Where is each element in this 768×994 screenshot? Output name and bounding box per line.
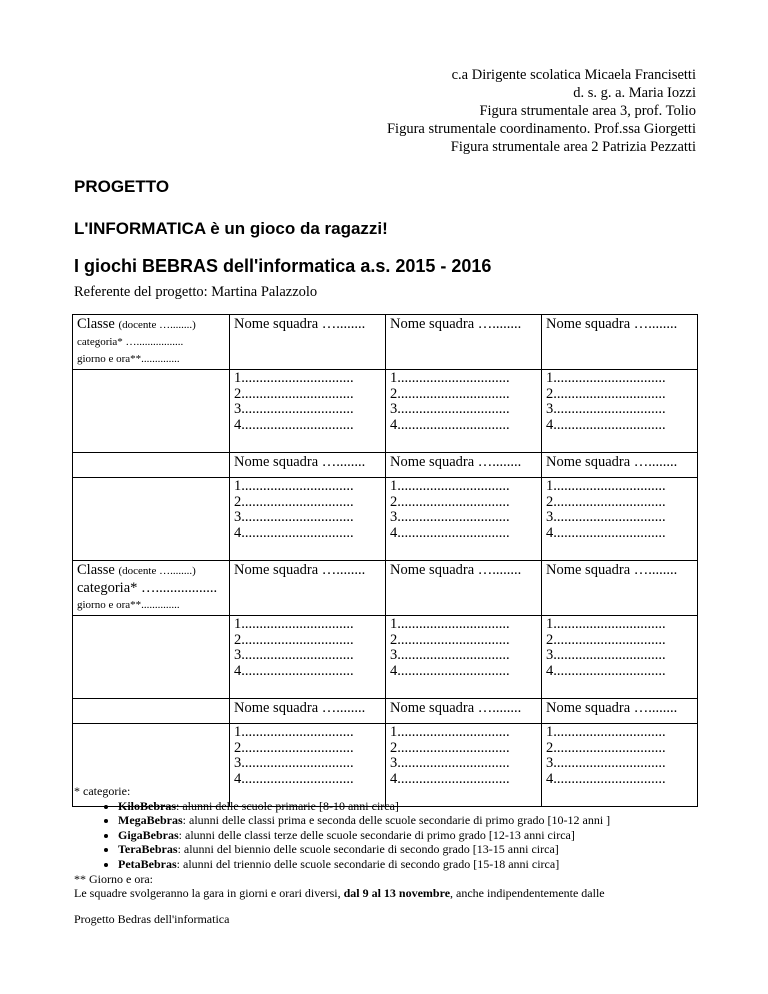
team-name-cell: Nome squadra …........ [230, 315, 386, 370]
team-name-row [73, 561, 698, 616]
list-item: • TeraBebras: alunni del biennio delle scuole secondarie di secondo grado [13-15 anni circa] [118, 842, 714, 857]
project-referent: Referente del progetto: Martina Palazzolo [74, 284, 318, 300]
address-line: d. s. g. a. Maria Iozzi [573, 85, 696, 101]
heading-subtitle: I giochi BEBRAS dell'informatica a.s. 2015 - 2016 [74, 256, 492, 276]
list-item: • PetaBebras: alunni del triennio delle scuole secondarie di secondo grado [15-18 anni circa] [118, 857, 714, 872]
docente-label: (docente …........) [118, 319, 196, 331]
address-line: Figura strumentale area 3, prof. Tolio [479, 103, 696, 119]
members-cell: 1............................... 2............................... 3............................... 4............................... [230, 616, 386, 699]
list-item: • KiloBebras: alunni delle scuole primarie [8-10 anni circa] [118, 799, 714, 814]
members-row [73, 616, 698, 699]
team-name-cell: Nome squadra …........ [542, 315, 698, 370]
team-name-cell: Nome squadra …........ [386, 699, 542, 724]
members-row [73, 478, 698, 561]
address-line: Figura strumentale coordinamento. Prof.ssa Giorgetti [386, 121, 696, 137]
heading-title: L'INFORMATICA è un gioco da ragazzi! [74, 219, 388, 238]
members-row [73, 370, 698, 453]
categoria-label: categoria* …................. [77, 580, 218, 596]
members-cell: 1............................... 2............................... 3............................... 4............................... [230, 478, 386, 561]
team-name-row [73, 315, 698, 370]
class-label: Classe [77, 316, 115, 332]
members-cell: 1............................... 2............................... 3............................... 4............................... [542, 478, 698, 561]
notes-section [74, 784, 714, 901]
team-name-cell: Nome squadra …........ [542, 561, 698, 616]
address-line: c.a Dirigente scolatica Micaela Francisetti [451, 67, 696, 83]
giorno-text: Le squadre svolgeranno la gara in giorni e orari diversi, dal 9 al 13 novembre, anche indipendentemente dalle [74, 886, 605, 901]
giorno-label: giorno e ora**.............. [77, 599, 180, 611]
members-cell: 1............................... 2............................... 3............................... 4............................... [386, 616, 542, 699]
team-name-row [73, 699, 698, 724]
empty-cell [73, 370, 230, 453]
members-cell: 1............................... 2............................... 3............................... 4............................... [386, 724, 542, 807]
class-label: Classe [77, 562, 115, 578]
class-info-cell [73, 315, 230, 370]
members-cell: 1............................... 2............................... 3............................... 4............................... [230, 724, 386, 807]
team-name-row [73, 453, 698, 478]
team-name-cell: Nome squadra …........ [542, 453, 698, 478]
empty-cell [73, 616, 230, 699]
address-line: Figura strumentale area 2 Patrizia Pezzatti [450, 139, 696, 155]
team-name-cell: Nome squadra …........ [542, 699, 698, 724]
giorno-title: ** Giorno e ora: [74, 871, 153, 886]
list-item: • GigaBebras: alunni delle classi terze delle scuole secondarie di primo grado [12-13 anni circa] [118, 828, 714, 843]
heading-progetto: PROGETTO [74, 177, 170, 196]
members-cell: 1............................... 2............................... 3............................... 4............................... [386, 478, 542, 561]
team-name-cell: Nome squadra …........ [230, 561, 386, 616]
categoria-label: categoria* …................. [77, 336, 184, 348]
members-cell: 1............................... 2............................... 3............................... 4............................... [542, 616, 698, 699]
giorno-label: giorno e ora**.............. [77, 353, 180, 365]
team-name-cell: Nome squadra …........ [386, 561, 542, 616]
team-name-cell: Nome squadra …........ [230, 453, 386, 478]
class-info-cell [73, 561, 230, 616]
team-name-cell: Nome squadra …........ [386, 453, 542, 478]
categorie-list [74, 799, 714, 872]
members-cell: 1............................... 2............................... 3............................... 4............................... [230, 370, 386, 453]
empty-cell [73, 478, 230, 561]
list-item: • MegaBebras: alunni delle classi prima e seconda delle scuole secondarie di primo grado [10-12 anni ] [118, 813, 714, 828]
members-cell: 1............................... 2............................... 3............................... 4............................... [386, 370, 542, 453]
address-block [387, 66, 696, 156]
team-name-cell: Nome squadra …........ [230, 699, 386, 724]
members-cell: 1............................... 2............................... 3............................... 4............................... [542, 370, 698, 453]
docente-label: (docente …........) [118, 565, 196, 577]
empty-cell [73, 453, 230, 478]
team-name-cell: Nome squadra …........ [386, 315, 542, 370]
empty-cell [73, 699, 230, 724]
members-cell: 1............................... 2............................... 3............................... 4............................... [542, 724, 698, 807]
teams-table [72, 314, 698, 807]
page-footer: Progetto Bedras dell'informatica [74, 912, 230, 926]
categorie-title: * categorie: [74, 784, 131, 798]
